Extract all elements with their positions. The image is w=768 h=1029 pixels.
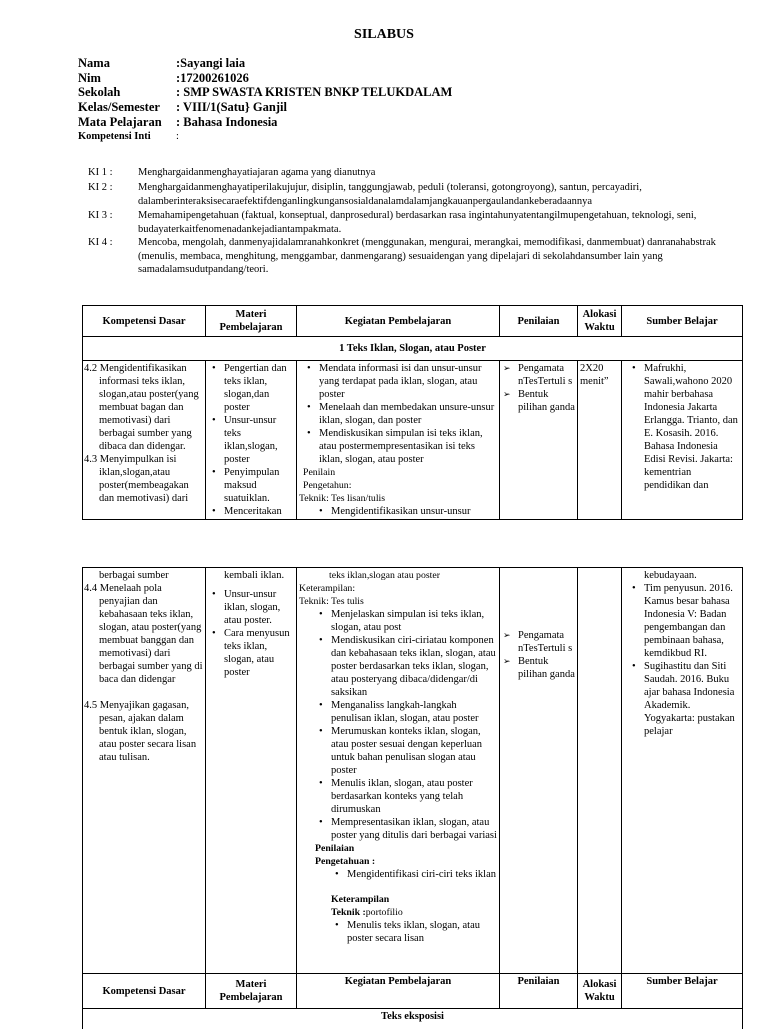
materi-item: • Cara menyusun teks iklan, slogan, atau poster (224, 627, 294, 679)
materi-item: • Menceritakan (224, 505, 294, 518)
penilaian-cell (500, 361, 578, 520)
keterampilan-item: • Menulis teks iklan, slogan, atau poster secara lisan (347, 919, 497, 945)
kegiatan-item: • Menulis iklan, slogan, atau poster berdasarkan konteks yang telah dirumuskan (331, 777, 497, 816)
pengetahuan-heading: Pengetahuan : (315, 856, 376, 867)
penilaian-item: ➢ Bentuk pilihan ganda (518, 388, 575, 414)
kegiatan-penilain: Penilain (303, 467, 336, 478)
kd-continued: berbagai sumber (99, 570, 169, 581)
identity-key: Mata Pelajaran (78, 115, 162, 129)
identity-key: Nim (78, 71, 101, 85)
identity-value: : Bahasa Indonesia (176, 115, 278, 129)
ki-code: KI 2 : (88, 182, 113, 193)
identity-value: :Sayangi laia (176, 56, 246, 70)
ki-text: Menghargaidanmenghayatiajaran agama yang dianutnya (138, 167, 376, 178)
teknik-value: portofilio (365, 907, 403, 918)
pengetahuan-item: • Mengidentifikasi ciri-ciri teks iklan (347, 868, 497, 881)
sumber-continued: kebudayaan. (644, 570, 697, 581)
kd-cell (83, 361, 206, 520)
header-penilaian: Penilaian (500, 974, 578, 1009)
kegiatan-item: • Mempresentasikan iklan, slogan, atau poster yang ditulis dari berbagai variasi (331, 816, 497, 842)
alokasi-cell (578, 568, 622, 974)
kegiatan-item: • Merumuskan konteks iklan, slogan, atau poster sesuai dengan keperluan untuk bahan penulisan slogan atau poster (331, 725, 497, 777)
header-kompetensi-dasar: Kompetensi Dasar (83, 306, 206, 337)
kegiatan-cell (297, 361, 500, 520)
syllabus-table-1 (82, 305, 743, 520)
penilaian-item: ➢ Pengamata nTesTertuli s (518, 629, 575, 655)
ki-text: Mencoba, mengolah, danmenyajidalamranahkonkret (menggunakan, mengurai, merangkai, memodifikasi, danmembuat) danranahabstrak (menulis, membaca, menghitung, menggambar, danmengarang) sesuaidengan yang dipelajari di sekolahdansumber lain yang samadalamsudutpandang/teori. (138, 237, 716, 275)
alokasi-cell: 2X20 menit” (578, 361, 622, 520)
kegiatan-item: • Menjelaskan simpulan isi teks iklan, slogan, atau post (331, 608, 497, 634)
teknik-label: Teknik : (331, 907, 366, 918)
sumber-cell (622, 568, 743, 974)
penilaian-item: ➢ Pengamata nTesTertuli s (518, 362, 575, 388)
kegiatan-continued: teks iklan,slogan atau poster (329, 570, 441, 581)
syllabus-table-2 (82, 567, 743, 1029)
materi-cell (206, 361, 297, 520)
sumber-item: • Tim penyusun. 2016. Kamus besar bahasa Indonesia V: Badan pengembangan dan pembinaan bahasa, kemdikbud RI. (644, 582, 740, 660)
materi-item: • Penyimpulan maksud suatuiklan. (224, 466, 294, 505)
ki-text: Menghargaidanmenghayatiperilakujujur, disiplin, tanggungjawab, peduli (toleransi, gotongroyong), santun, percayadiri, dalamberinteraksisecaraefektifdenganlingkungansosialdanalamdalamjangkauanpergaulandankeberadaannya (138, 182, 642, 207)
penilaian-heading: Penilaian (315, 843, 355, 854)
header-alokasi: Alokasi Waktu (578, 974, 622, 1009)
identity-nim (78, 71, 249, 86)
document-title: SILABUS (354, 27, 414, 42)
kegiatan-item: • Mendiskusikan ciri-ciriatau komponen dan kebahasaan teks iklan, slogan, atau poster berdasarkan teks iklan, slogan, atau posteryang dibaca/didengar/di saksikan (331, 634, 497, 699)
header-penilaian: Penilaian (500, 306, 578, 337)
kd-4-4: 4.4 Menelaah pola penyajian dan kebahasaan teks iklan, slogan, atau poster(yang membuat banggan dan memotivasi) dari berbagai sumber yang di baca dan didengar (84, 583, 203, 685)
header-alokasi: Alokasi Waktu (578, 306, 622, 337)
header-materi: Materi Pembelajaran (206, 974, 297, 1009)
header-sumber: Sumber Belajar (622, 974, 743, 1009)
section-title: Teks eksposisi (83, 1009, 743, 1029)
identity-nama (78, 56, 245, 71)
identity-sekolah (78, 85, 452, 100)
materi-item: • Pengertian dan teks iklan, slogan,dan poster (224, 362, 294, 414)
kegiatan-keterampilan: Keterampilan: (299, 583, 356, 594)
kegiatan-item: • Mendata informasi isi dan unsur-unsur yang terdapat pada iklan, slogan, atau poster (319, 362, 497, 401)
identity-value: :17200261026 (176, 71, 249, 85)
kompetensi-inti-colon: : (176, 131, 179, 142)
identity-kelas (78, 100, 287, 115)
kd-4-2: 4.2 Mengidentifikasikan informasi teks iklan, slogan,atau poster(yang membuat bagan dan memotivasi) dari berbagai sumber yang dibaca dan didengar. (84, 363, 199, 452)
section-title: 1 Teks Iklan, Slogan, atau Poster (83, 337, 743, 361)
kegiatan-cell (297, 568, 500, 974)
kompetensi-inti-label: Kompetensi Inti (78, 131, 151, 142)
materi-cell (206, 568, 297, 974)
identity-key: Nama (78, 56, 110, 70)
penilaian-cell (500, 568, 578, 974)
ki-text: Memahamipengetahuan (faktual, konseptual, danprosedural) berdasarkan rasa ingintahunyatentangilmupengetahuan, teknologi, seni, budayaterkaitfenomenadankejadiantampakmata. (138, 210, 697, 235)
ki-code: KI 4 : (88, 237, 113, 248)
identity-value: : VIII/1(Satu} Ganjil (176, 100, 287, 114)
materi-item: • Unsur-unsur iklan, slogan, atau poster. (224, 588, 294, 627)
kegiatan-sub-item: • Mengidentifikasikan unsur-unsur (331, 505, 497, 518)
sumber-item: • Mafrukhi, Sawali,wahono 2020 mahir berbahasa Indonesia Jakarta Erlangga. Trianto, dan E. Kosasih. 2016. Bahasa Indonesia Edisi Revisi. Jakarta: kementrian pendidikan dan (644, 362, 740, 492)
kegiatan-item: • Menganaliss langkah-langkah penulisan iklan, slogan, atau poster (331, 699, 497, 725)
kd-cell (83, 568, 206, 974)
identity-value: : SMP SWASTA KRISTEN BNKP TELUKDALAM (176, 85, 453, 99)
kegiatan-teknik: Teknik: Tes lisan/tulis (299, 493, 386, 504)
header-kegiatan: Kegiatan Pembelajaran (297, 306, 500, 337)
kegiatan-item: • Mendiskusikan simpulan isi teks iklan, atau postermempresentasikan isi teks iklan, slogan, atau poster (319, 427, 497, 466)
identity-key: Sekolah (78, 85, 121, 99)
identity-key: Kelas/Semester (78, 100, 160, 114)
teknik-line (299, 906, 497, 919)
ki-code: KI 1 : (88, 167, 113, 178)
kompetensi-inti-heading (78, 129, 179, 144)
sumber-item: • Sugihastitu dan Siti Saudah. 2016. Buku ajar bahasa Indonesia Akademik. Yogyakarta: pustakan pelajar (644, 660, 740, 738)
header-kegiatan: Kegiatan Pembelajaran (297, 974, 500, 1009)
kegiatan-teknik: Teknik: Tes tulis (299, 596, 364, 607)
header-kompetensi-dasar: Kompetensi Dasar (83, 974, 206, 1009)
materi-continued: kembali iklan. (224, 570, 285, 581)
penilaian-item: ➢ Bentuk pilihan ganda (518, 655, 575, 681)
kd-4-3: 4.3 Menyimpulkan isi iklan,slogan,atau poster(membeagakan dan memotivasi) dari (84, 454, 189, 504)
identity-mapel (78, 115, 277, 130)
sumber-cell (622, 361, 743, 520)
keterampilan-heading: Keterampilan (331, 894, 390, 905)
kd-4-5: 4.5 Menyajikan gagasan, pesan, ajakan dalam bentuk iklan, slogan, atau poster secara lisan atau tulisan. (84, 700, 197, 763)
ki-code: KI 3 : (88, 210, 113, 221)
header-sumber: Sumber Belajar (622, 306, 743, 337)
kegiatan-pengetahun: Pengetahun: (303, 480, 352, 491)
kegiatan-item: • Menelaah dan membedakan unsure-unsur iklan, slogan, dan poster (319, 401, 497, 427)
header-materi: Materi Pembelajaran (206, 306, 297, 337)
materi-item: • Unsur-unsur teks iklan,slogan, poster (224, 414, 294, 466)
